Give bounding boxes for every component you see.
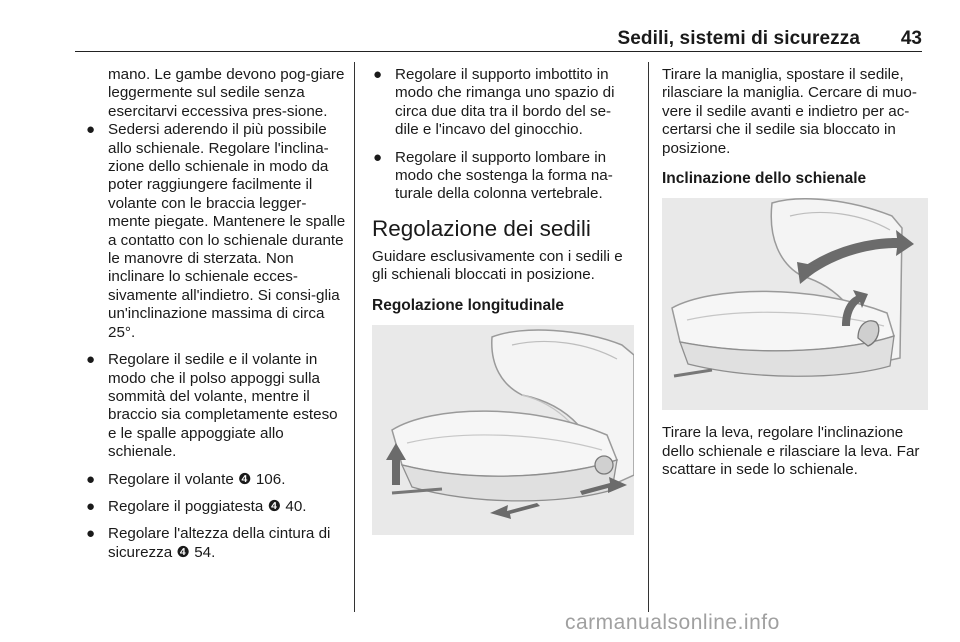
watermark: carmanualsonline.info [565,611,780,634]
page-number: 43 [900,28,922,49]
list-item-text: Regolare il volante ❹ 106. [108,470,286,488]
list-item [372,66,634,140]
column-1 [85,66,347,571]
column-divider-1 [354,62,355,612]
bullet-icon: ● [86,470,96,488]
column-3 [662,66,928,480]
sub-heading-recline: Inclinazione dello schienale [662,170,867,188]
bullet-icon: ● [86,351,96,369]
list-item-text: Regolare l'altezza della cintura di sicurezza ❹ 54. [108,525,331,561]
column-divider-2 [648,62,649,612]
list-item [85,471,347,489]
bullet-icon: ● [86,525,96,543]
seat-longitudinal-svg [372,325,634,535]
paragraph-recline: Tirare la leva, regolare l'inclinazione dello schienale e rilasciare la leva. Far scattare in sede lo schienale. [662,424,920,479]
page-header-title: Sedili, sistemi di sicurezza [617,28,860,49]
section-heading: Regolazione dei sedili [372,215,591,241]
seat-recline-svg [662,198,928,410]
seat-longitudinal-illustration [372,325,634,535]
list-item [85,351,347,461]
sub-heading-longitudinal: Regolazione longitudinale [372,296,565,314]
bullet-icon: ● [86,121,96,139]
bullet-icon: ● [373,66,383,83]
list-item [85,121,347,342]
list-item-text: Sedersi aderendo il più possibile allo schienale. Regolare l'inclina-zione dello schienale in modo da poter raggiungere facilmente il volante con le braccia legger-mente piegate. Mantenere le spalle a contatto con lo schienale durante le manovre di sterzata. Non inclinare lo schienale ecces-sivamente all'indietro. Si consi-glia un'inclinazione massima di circa 25°. [108,121,346,341]
list-item-text: Regolare il poggiatesta ❹ 40. [108,497,307,515]
bullet-icon: ● [373,148,383,166]
list-item-text: Regolare il supporto lombare in modo che sostenga la forma na-turale della colonna vertebrale. [395,148,613,203]
list-item [85,525,347,562]
bullet-icon: ● [86,497,96,515]
section-intro: Guidare esclusivamente con i sedili e gli schienali bloccati in posizione. [372,247,623,284]
list-item [372,149,634,204]
list-item-text: Regolare il sedile e il volante in modo che il polso appoggi sulla sommità del volante, mentre il braccio sia completamente esteso e le spalle appoggiate allo schienale. [108,351,338,461]
continuation-text: mano. Le gambe devono pog-giare leggermente sul sedile senza esercitarvi eccessiva pres-sione. [108,66,345,120]
header-rule [75,51,922,52]
paragraph-longitudinal: Tirare la maniglia, spostare il sedile, rilasciare la maniglia. Cercare di muo-vere il sedile avanti e indietro per ac-certarsi che il sedile sia bloccato in posizione. [662,66,917,157]
seat-recline-illustration [662,198,928,410]
column-2 [372,66,634,535]
list-item-text: Regolare il supporto imbottito in modo che rimanga uno spazio di circa due dita tra il bordo del se-dile e l'incavo del ginocchio. [395,66,615,139]
list-item [85,498,347,516]
